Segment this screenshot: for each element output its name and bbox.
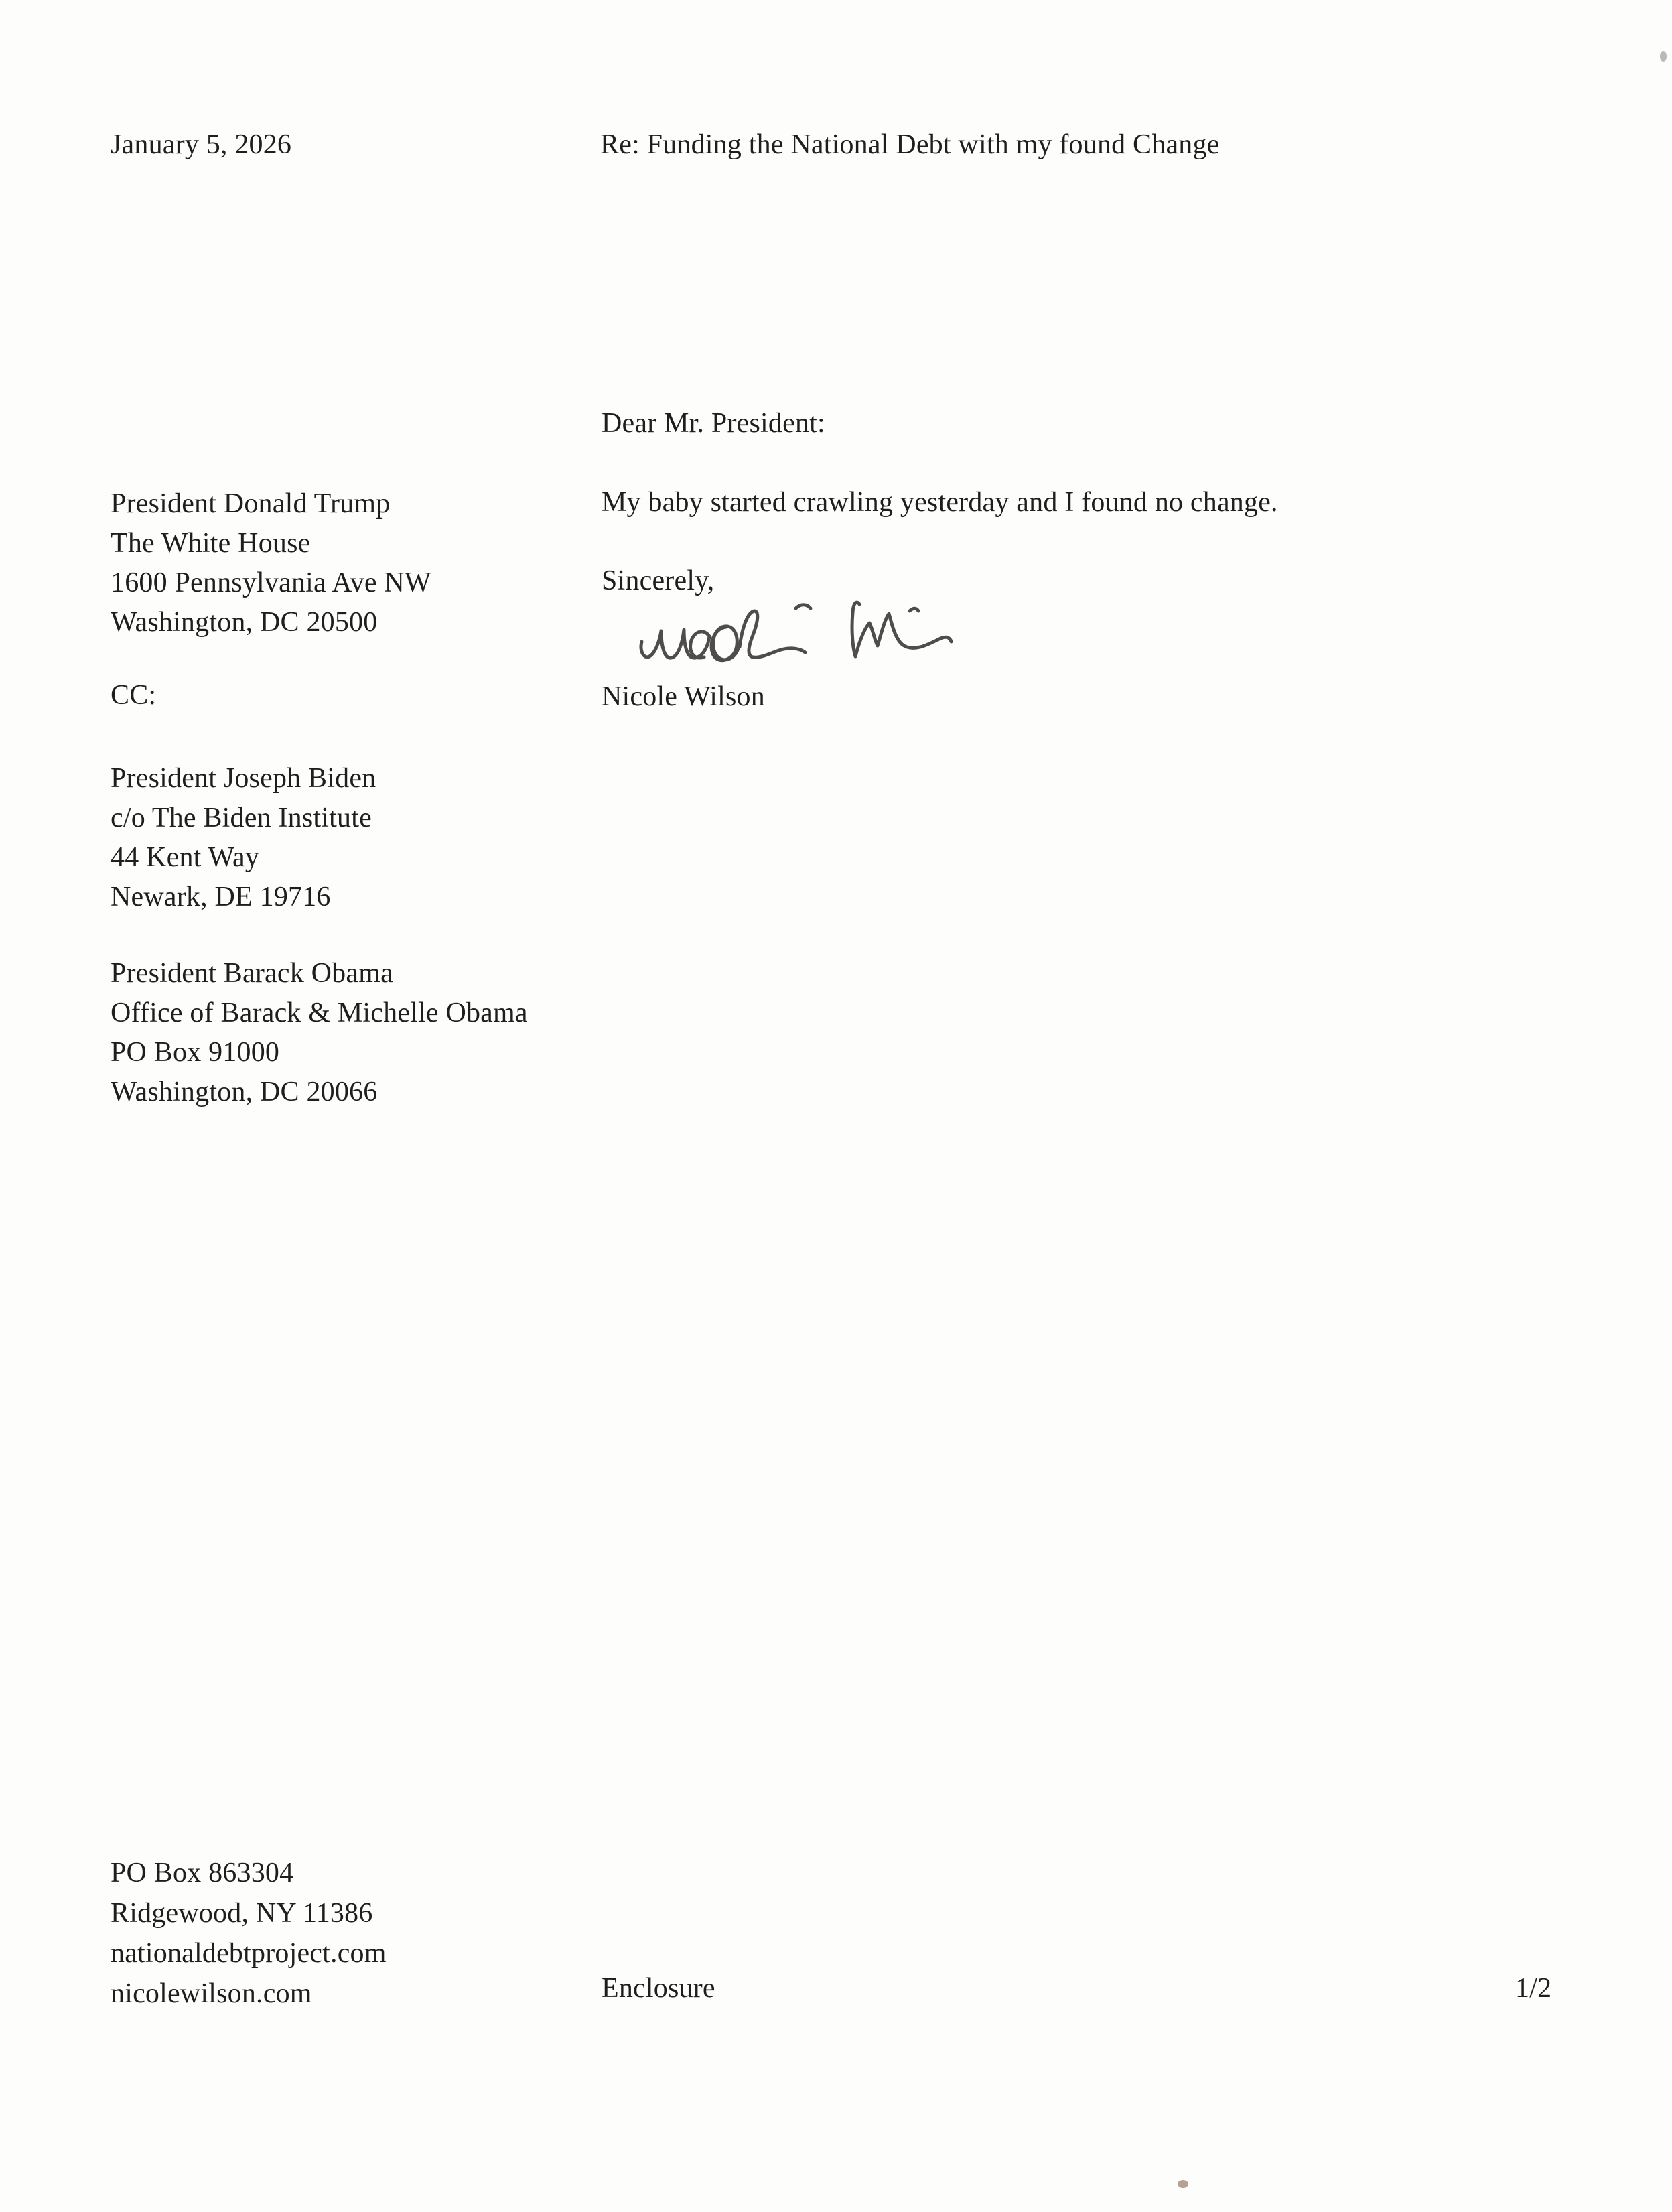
address-line: PO Box 91000 (111, 1037, 280, 1068)
address-line: The White House (111, 528, 311, 559)
recipient-address (111, 484, 431, 642)
address-line: Office of Barack & Michelle Obama (111, 997, 528, 1028)
address-line: Washington, DC 20066 (111, 1077, 378, 1107)
cc-label: CC: (111, 680, 157, 711)
letter-date: January 5, 2026 (111, 129, 292, 160)
address-line: President Barack Obama (111, 958, 393, 989)
salutation: Dear Mr. President: (602, 408, 825, 439)
closing: Sincerely, (602, 565, 715, 596)
letter-subject-line: Re: Funding the National Debt with my found Change (600, 129, 1220, 160)
cc-address-obama (111, 954, 528, 1112)
address-line: 44 Kent Way (111, 842, 260, 873)
scan-speck (1660, 51, 1667, 62)
address-line: President Joseph Biden (111, 763, 376, 794)
cc-address-biden (111, 759, 376, 917)
footer-line: Ridgewood, NY 11386 (111, 1898, 373, 1929)
handwritten-signature (628, 580, 1003, 694)
enclosure-note: Enclosure (602, 1973, 715, 2004)
signature-printed-name: Nicole Wilson (602, 681, 765, 712)
page-number: 1/2 (1515, 1973, 1552, 2004)
address-line: Washington, DC 20500 (111, 607, 378, 638)
letter-body: My baby started crawling yesterday and I found no change. (602, 487, 1278, 518)
footer-line: nationaldebtproject.com (111, 1938, 387, 1969)
address-line: President Donald Trump (111, 488, 391, 519)
scan-speck (1178, 2180, 1188, 2188)
address-line: Newark, DE 19716 (111, 882, 331, 912)
footer-line: PO Box 863304 (111, 1858, 294, 1888)
address-line: 1600 Pennsylvania Ave NW (111, 567, 431, 598)
sender-footer-address (111, 1853, 387, 2014)
footer-line: nicolewilson.com (111, 1978, 312, 2009)
address-line: c/o The Biden Institute (111, 803, 372, 833)
